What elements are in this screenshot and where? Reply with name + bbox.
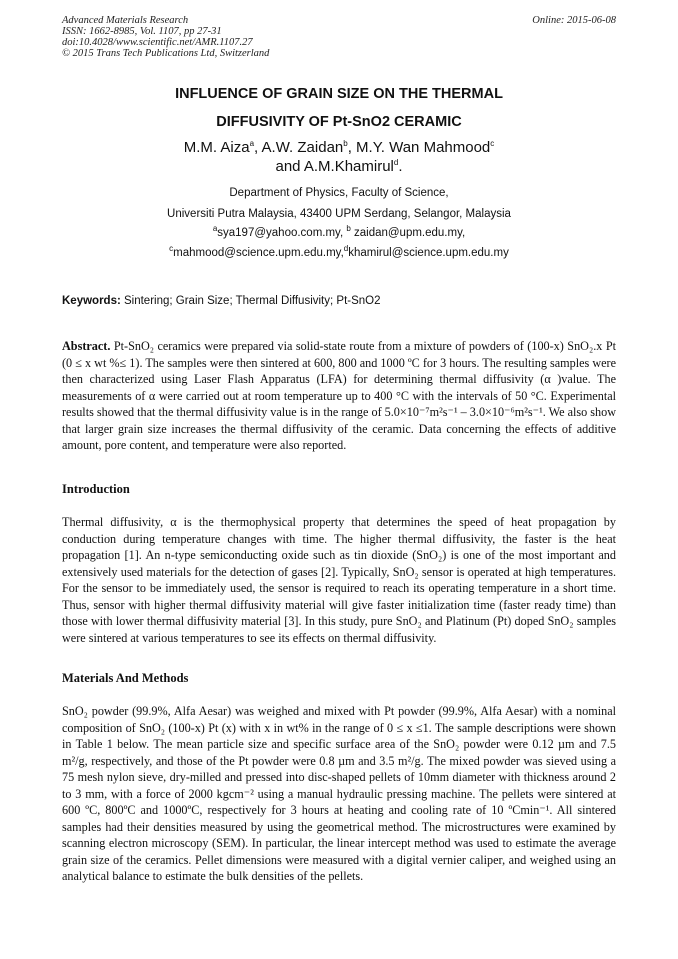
keywords-text: Sintering; Grain Size; Thermal Diffusivity; Pt-SnO2 xyxy=(120,295,381,307)
methods-heading: Materials And Methods xyxy=(62,671,189,685)
author-2: A.W. Zaidan xyxy=(261,139,344,156)
author-3: M.Y. Wan Mahmood xyxy=(356,139,491,156)
keywords xyxy=(62,295,616,307)
author-4: A.M.Khamirul xyxy=(303,158,394,175)
abstract-label: Abstract. xyxy=(62,339,111,353)
author-list xyxy=(62,138,616,176)
affiliation-emails-2 xyxy=(62,244,616,259)
email-mark-d: d xyxy=(343,244,349,254)
author-4-mark: d xyxy=(393,158,399,167)
author-2-mark: b xyxy=(343,139,348,148)
introduction-heading: Introduction xyxy=(62,482,130,496)
keywords-label: Keywords: xyxy=(62,295,121,307)
author-1: M.M. Aiza xyxy=(183,139,250,156)
author-separator: , xyxy=(347,139,357,156)
methods-paragraph: SnO₂ powder (99.9%, Alfa Aesar) was weighed and mixed with Pt powder (99.9%, Alfa Aesar) with a nominal composition of SnO₂ (100-x) Pt (x) with x in wt% in the range of 0 ≤ x ≤1. The sample descriptions were shown in Table 1 below. The mean particle size and specific surface area of the SnO₂ powder were 0.12 µm and 7.5 m²/g, respectively, and those of the Pt powder were 0.8 µm and 3.5 m²/g. The mixed powder was sieved using a 75 mesh nylon sieve, dry-milled and pressed into disc-shaped pellets of 10mm diameter with thickness around 2 to 3 mm, with a force of 2000 kgcm⁻² using a manual hydraulic pressing machine. The pellets were sintered at 600 ºC, 800ºC and 1000ºC, respectively for 3 hours at heating and cooling rate of 10 ºCmin⁻¹. All sintered samples had their densities measured by using the geometrical method. The microstructures were examined by scanning electron microscopy (SEM). In particular, the linear intercept method was used to estimate the average grain size of the ceramics. Pellet dimensions were measured with a digital vernier caliper, and weighed using an analytical balance to estimate the bulk densities of the pellets. xyxy=(62,704,616,883)
affiliation-university: Universiti Putra Malaysia, 43400 UPM Serdang, Selangor, Malaysia xyxy=(167,208,511,220)
email-c: mahmood@science.upm.edu.my, xyxy=(173,247,344,259)
author-separator: and xyxy=(275,158,304,175)
paper-title-line-1: INFLUENCE OF GRAIN SIZE ON THE THERMAL xyxy=(175,86,503,102)
email-mark-a: a xyxy=(212,224,218,234)
doi-line: doi:10.4028/www.scientific.net/AMR.1107.27 xyxy=(62,37,253,48)
online-date: Online: 2015-06-08 xyxy=(532,15,616,26)
author-1-mark: a xyxy=(249,139,255,148)
journal-name: Advanced Materials Research xyxy=(62,15,189,26)
email-mark-b: b xyxy=(346,224,351,234)
copyright-line: © 2015 Trans Tech Publications Ltd, Switzerland xyxy=(62,48,270,59)
email-a: sya197@yahoo.com.my, xyxy=(217,227,347,239)
issn-line: ISSN: 1662-8985, Vol. 1107, pp 27-31 xyxy=(62,26,222,37)
running-header xyxy=(62,15,616,59)
email-b: zaidan@upm.edu.my, xyxy=(350,227,466,239)
author-separator: , xyxy=(254,139,262,156)
author-list-end: . xyxy=(398,158,403,175)
abstract-text: Pt-SnO₂ ceramics were prepared via solid-state route from a mixture of powders of (100-x) SnO₂.x Pt (0 ≤ x wt %≤ 1). The samples were then sintered at 600, 800 and 1000 ºC for 3 hours. The resulting samples were then characterized using Laser Flash Apparatus (LFA) for determining thermal diffusivity (α )value. The measurements of α were carried out at room temperature up to 400 °C with the intervals of 50 °C. Experimental results showed that the thermal diffusivity value is in the range of 5.0×10⁻⁷m²s⁻¹ – 3.0×10⁻⁶m²s⁻¹. We also show that larger grain size increases the thermal diffusivity of the ceramic. Data concerning the effects of additive amount, pore content, and temperature were also reported. xyxy=(62,339,617,452)
affiliation-emails-1 xyxy=(62,224,616,239)
author-3-mark: c xyxy=(490,139,495,148)
abstract-paragraph xyxy=(62,338,616,454)
affiliation-department: Department of Physics, Faculty of Science, xyxy=(229,187,449,199)
paper-title-line-2: DIFFUSIVITY OF Pt-SnO2 CERAMIC xyxy=(216,114,462,130)
introduction-paragraph: Thermal diffusivity, α is the thermophysical property that determines the speed of heat propagation by conduction during temperature changes with time. The higher thermal diffusivity, the faster is the heat propagation [1]. An n-type semiconducting oxide such as tin dioxide (SnO₂) is one of the most important and extensively used materials for the detection of gases [2]. Typically, SnO₂ sensor is operated at high temperatures. For the sensor to be immediately used, the sensor is required to reach its operating temperature in a short time. Thus, sensor with higher thermal diffusivity material will give faster initialization time (faster ready time) than those with lower thermal diffusivity material [3]. In this study, pure SnO₂ and Platinum (Pt) doped SnO₂ samples were sintered at various temperatures to see its effects on thermal diffusivity. xyxy=(62,515,616,645)
email-mark-c: c xyxy=(169,244,174,254)
email-d: khamirul@science.upm.edu.my xyxy=(348,247,509,259)
